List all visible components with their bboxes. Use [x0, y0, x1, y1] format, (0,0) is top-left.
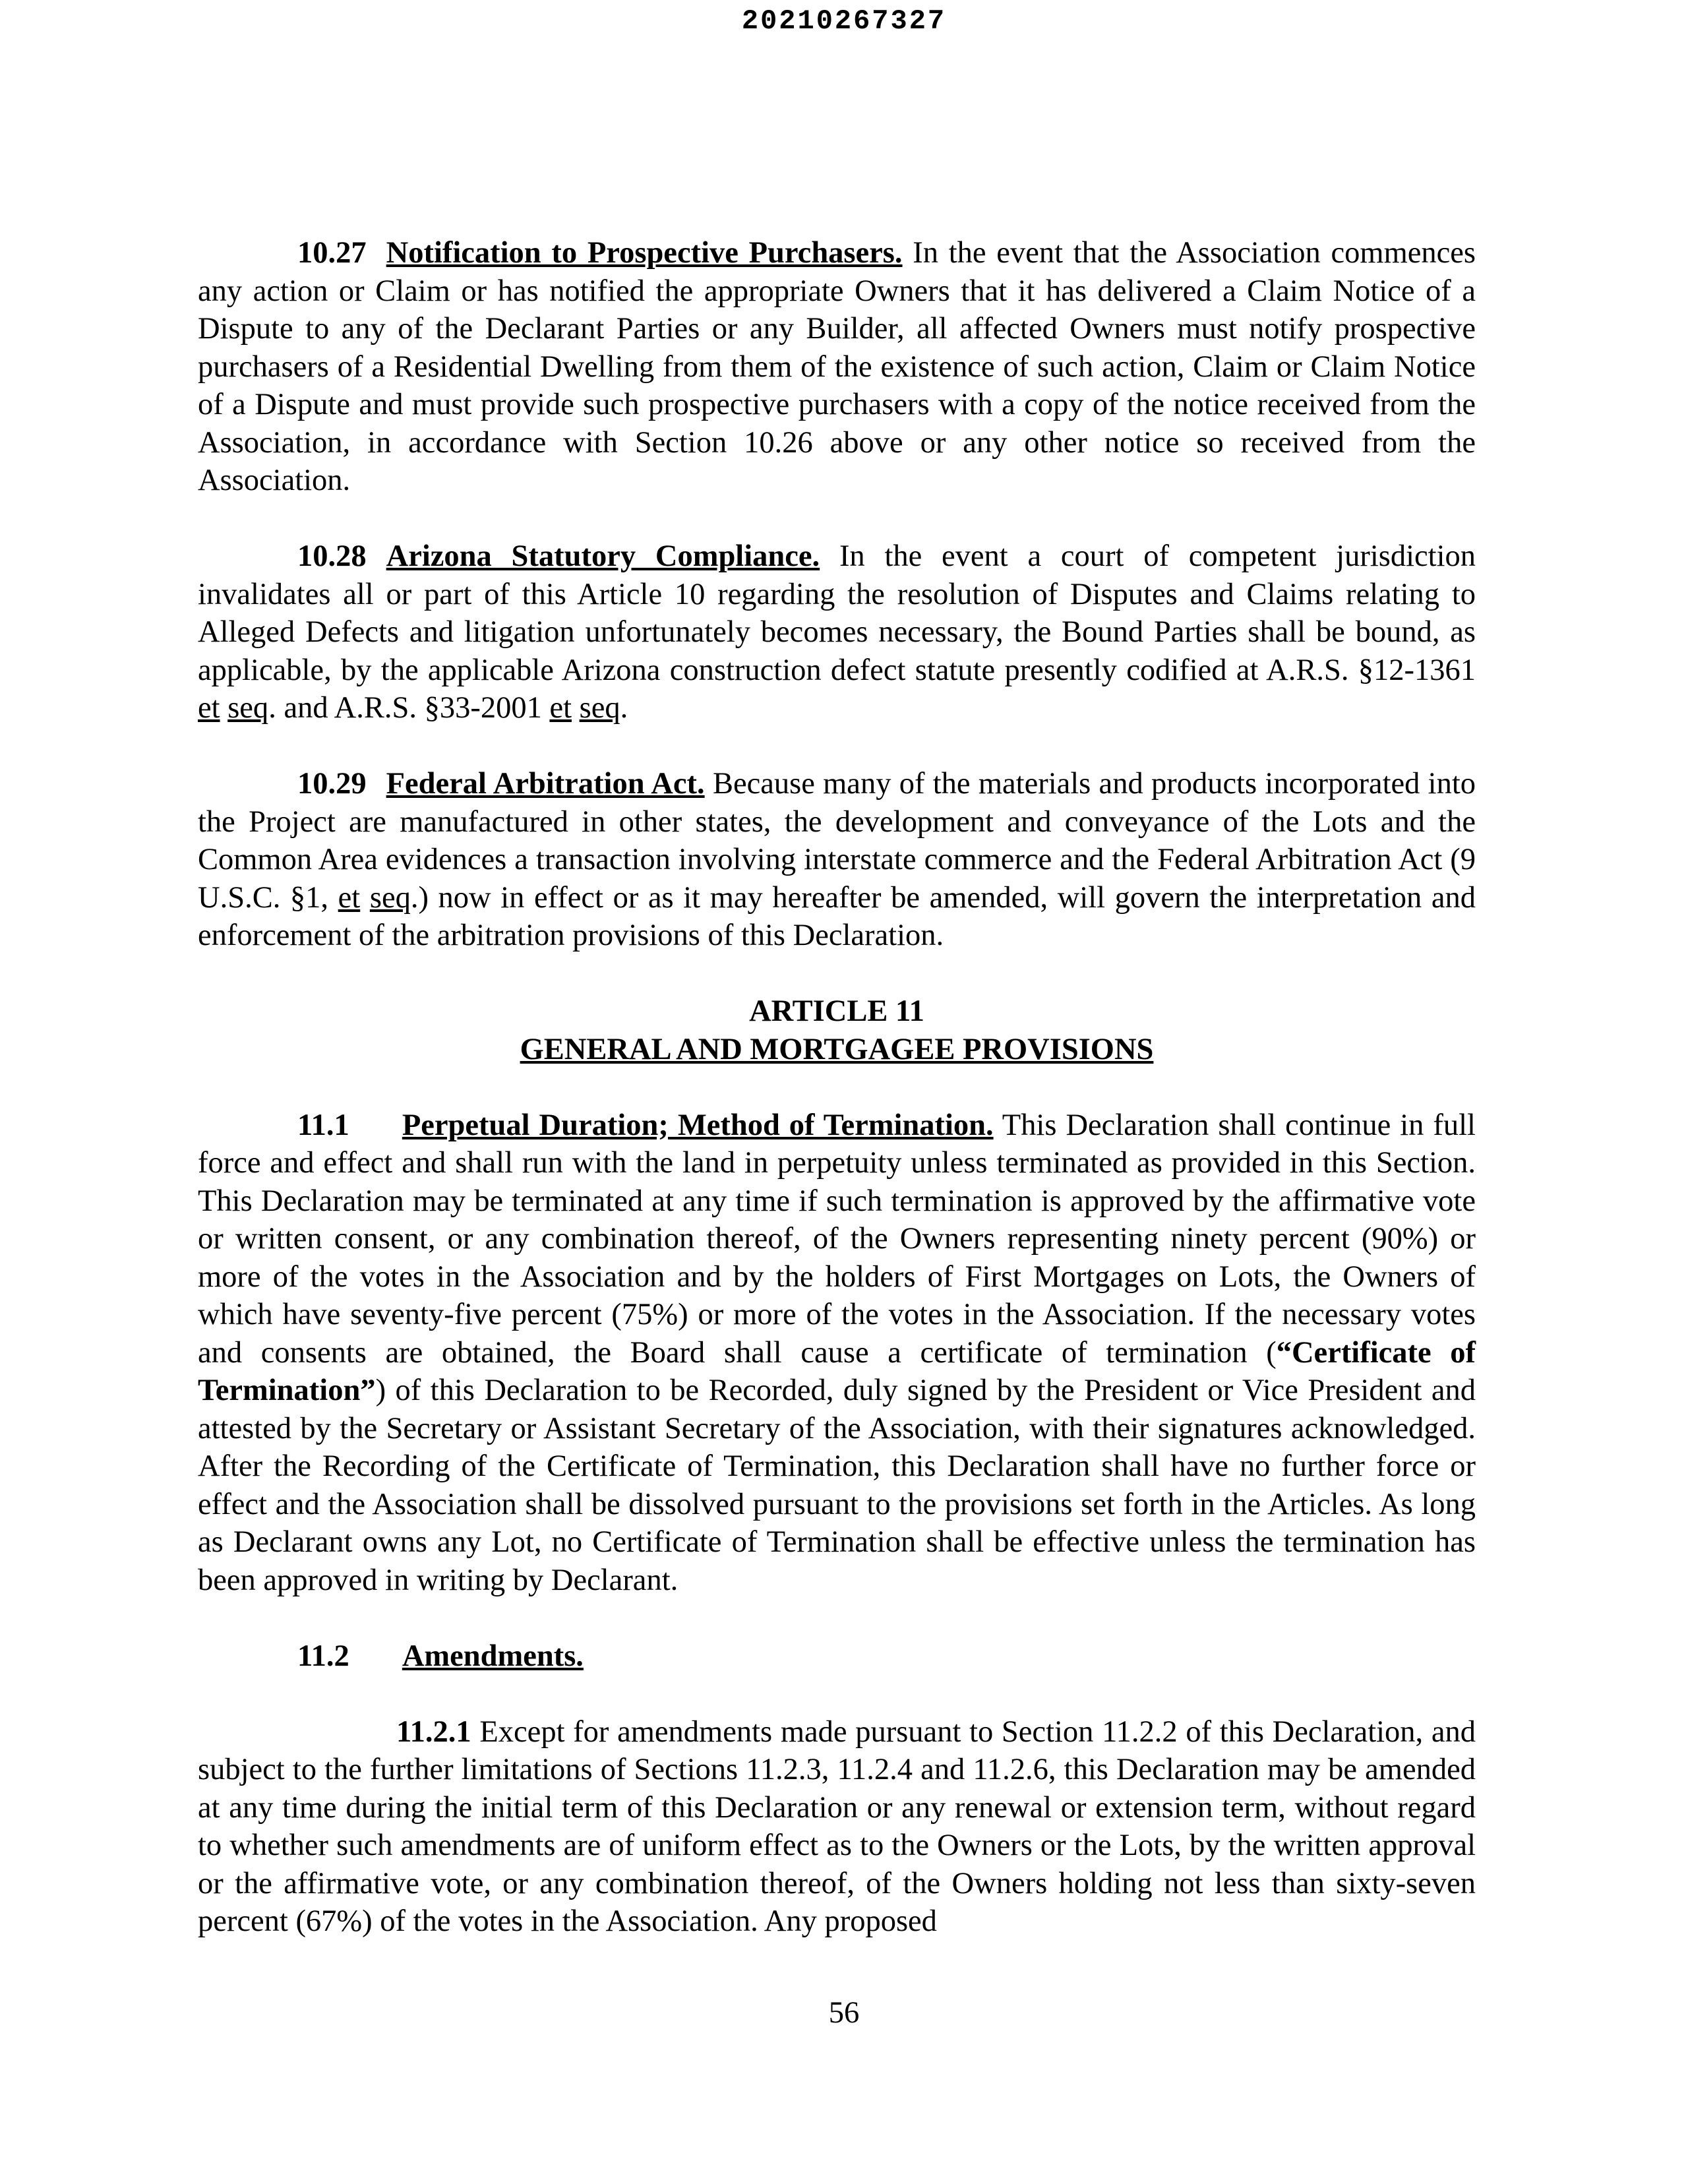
section-body: Except for amendments made pursuant to Section 11.2.2 of this Declaration, and subject to the further limitations of Sections 11.2.3, 11.2.4 and 11.2.6, this Declaration may be amended at any time during the initial term of this Declaration or any renewal or extension term, without regard to whether such amendments are of uniform effect as to the Owners or the Lots, by the written approval or the affirmative vote, or any combination thereof, of the Owners holding not less than sixty-seven percent (67%) of the votes in the Association. Any proposed — [198, 1714, 1476, 1938]
citation-et: et — [338, 880, 361, 915]
section-body: This Declaration shall continue in full force and effect and shall run with the land in perpetuity unless terminated as provided in this Section. This Declaration may be terminated at any time if such termination is approved by the affirmative vote or written consent, or any combination thereof, of the Owners representing ninety percent (90%) or more of the votes in the Association and by the holders of First Mortgages on Lots, the Owners of which have seventy-five percent (75%) or more of the votes in the Association. If the necessary votes and consents are obtained, the Board shall cause a certificate of termination ( — [198, 1108, 1476, 1370]
document-body — [198, 234, 1476, 1941]
document-number: 20210267327 — [741, 5, 947, 37]
citation-seq: seq — [579, 691, 620, 725]
section-number: 10.29 — [297, 767, 367, 801]
section-number: 11.2.1 — [396, 1714, 471, 1749]
defined-term: “Certificate of Termination” — [198, 1335, 1476, 1407]
article-heading: ARTICLE 11 — [749, 994, 924, 1028]
section-11-2 — [198, 1637, 1476, 1676]
section-title: Federal Arbitration Act. — [386, 767, 705, 801]
section-number: 10.27 — [297, 236, 367, 270]
section-body: In the event that the Association commences any action or Claim or has notified the appropriate Owners that it has delivered a Claim Notice of a Dispute to any of the Declarant Parties or any Builder, all affected Owners must notify prospective purchasers of a Residential Dwelling from them of the existence of such action, Claim or Claim Notice of a Dispute and must provide such prospective purchasers with a copy of the notice received from the Association, in accordance with Section 10.26 above or any other notice so received from the Association. — [198, 236, 1476, 497]
section-title: Perpetual Duration; Method of Termination. — [402, 1108, 994, 1142]
section-body: In the event a court of competent jurisdiction invalidates all or part of this Article 10 regarding the resolution of Disputes and Claims relating to Alleged Defects and litigation unfortunately becomes necessary, the Bound Parties shall be bound, as applicable, by the applicable Arizona construction defect statute presently codified at A.R.S. §12-1361 — [198, 539, 1476, 687]
citation-et: et — [198, 691, 220, 725]
section-number: 10.28 — [297, 539, 367, 573]
citation-seq: seq — [369, 880, 411, 915]
section-number: 11.1 — [297, 1108, 349, 1142]
section-title: Arizona Statutory Compliance. — [386, 539, 820, 573]
citation-et: et — [549, 691, 572, 725]
section-body: .) now in effect or as it may hereafter be amended, will govern the interpretation and enforcement of the arbitration provisions of this Declaration. — [198, 880, 1476, 952]
section-11-2-1 — [198, 1713, 1476, 1941]
section-number: 11.2 — [297, 1639, 349, 1673]
section-11-1 — [198, 1107, 1476, 1600]
page-number: 56 — [828, 1996, 860, 2030]
section-title: Notification to Prospective Purchasers. — [386, 236, 903, 270]
section-body: ) of this Declaration to be Recorded, duly signed by the President or Vice President and attested by the Secretary or Assistant Secretary of the Association, with their signatures acknowledged. After the Recording of the Certificate of Termination, this Declaration shall have no further force or effect and the Association shall be dissolved pursuant to the provisions set forth in the Articles. As long as Declarant owns any Lot, no Certificate of Termination shall be effective unless the termination has been approved in writing by Declarant. — [198, 1374, 1476, 1597]
section-body: . — [620, 691, 628, 725]
section-body: Because many of the materials and products incorporated into the Project are manufactured in other states, the development and conveyance of the Lots and the Common Area evidences a transaction involving interstate commerce and the Federal Arbitration Act (9 U.S.C. §1, — [198, 767, 1476, 915]
citation-seq: seq — [227, 691, 269, 725]
section-10-28 — [198, 537, 1476, 727]
section-title: Amendments. — [402, 1639, 584, 1673]
section-10-29 — [198, 765, 1476, 955]
section-body: . and A.R.S. §33-2001 — [268, 691, 542, 725]
section-10-27 — [198, 234, 1476, 500]
article-title: GENERAL AND MORTGAGEE PROVISIONS — [520, 1032, 1154, 1066]
